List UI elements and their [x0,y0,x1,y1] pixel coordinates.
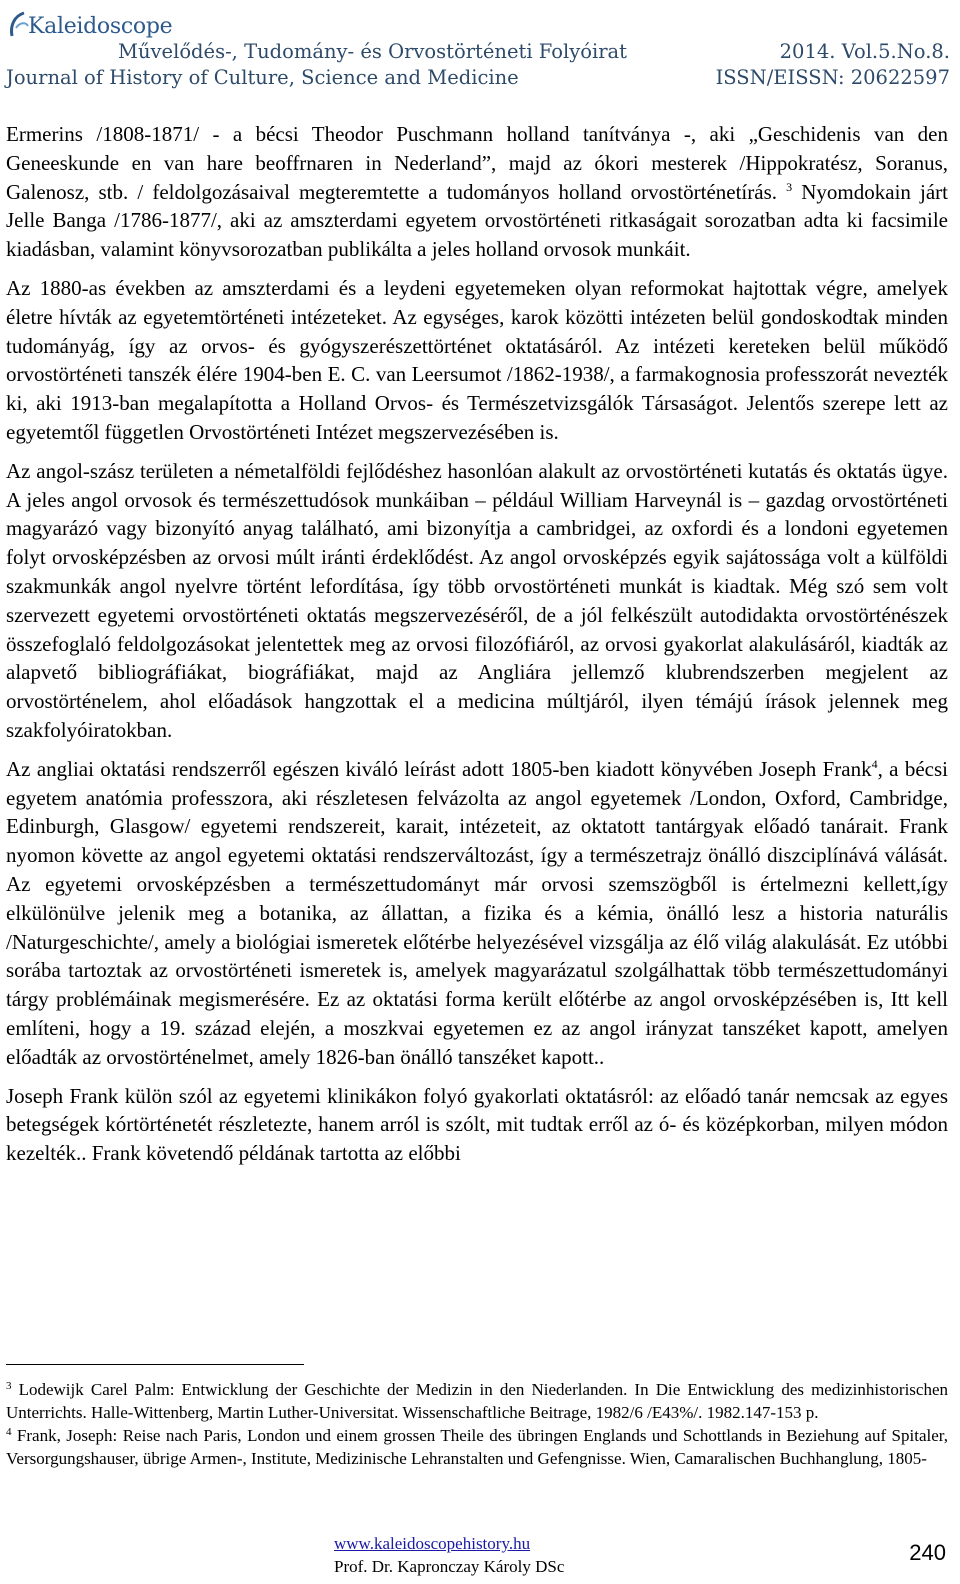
paragraph-1-part-a: Ermerins /1808-1871/ - a bécsi Theodor Puschmann holland tanítványa -, aki „Geschidenis van den Geneeskunde en van hare beoffrnaren in Nederland”, majd az ókori mesterek /Hippokratész, Soranus, Galenosz, stb. / feldolgozásaival megteremtette a tudományos holland orvostörténetírás. [6,122,948,204]
footnote-ref-3[interactable]: 3 [786,179,793,194]
website-link[interactable]: www.kaleidoscopehistory.hu [334,1534,531,1553]
logo-swirl-icon [8,10,30,40]
paragraph-3: Az angol-szász területen a németalföldi fejlődéshez hasonlóan alakult az orvostörténeti kutatás és oktatás ügye. A jeles angol orvosok és természettudósok munkáiban – például William Harveynál is – gazdag orvostörténeti magyarázó vagy bizonyító anyag található, ami bizonyítja a cambridgei, az oxfordi és a londoni egyetemen folyt orvosképzésben az orvosi múlt iránti érdeklődést. Az angol orvosképzés egyik sajátossága volt a külföldi szakmunkák angol nyelvre történt lefordítása, így több orvostörténeti munkát is kiadtak. Még szó sem volt szervezett egyetemi orvostörténeti oktatás megszervezéséről, de a jól felkészült autodidakta orvostörténészek összefoglaló feldolgozásokat jelentettek meg az orvosi filozófiáról, az orvosi gyakorlat alakulásáról, kiadták az alapvető bibliográfiákat, biográfiákat, majd az Angliára jellemző klubrendszerben megjelent az orvostörténelem, ahol előadások hangzottak el a medicina múltjáról, ilyen témájú írások jelennek meg szakfolyóiratokban. [6,458,948,742]
logo-text: Kaleidoscope [28,14,173,39]
paragraph-4 [6,755,948,1072]
paragraph-1-part-b: Nyomdokain járt Jelle Banga /1786-1877/, aki az amszterdami egyetem orvostörténeti ritkaságait sorozatban adta ki facsimile kiadásban, valamint könyvsorozatban publikálta a jeles holland orvosok munkáit. [6,179,949,262]
journal-title-hu: Művelődés-, Tudomány- és Orvostörténeti Folyóirat [118,40,628,63]
issue-info: 2014. Vol.5.No.8. [779,40,950,63]
footnote-4 [6,1424,948,1470]
page-number: 240 [909,1540,946,1565]
footnote-ref-4[interactable]: 4 [871,756,878,771]
paragraph-4-part-b: , a bécsi egyetem anatómia professzora, aki részletesen felvázolta az angol egyetemek /London, Oxford, Cambridge, Edinburgh, Glasgow/ egyetemi rendszereit, karait, intézeteit, az oktatott tantárgyak előadó tanárait. Frank nyomon követte az angol egyetemi oktatási rendszerváltozást, így a természetrajz önálló diszciplínává válását. Az egyetemi orvosképzésben a természettudományt már orvosi szemszögből is értelmezni kellett,így elkülönülve jelenik meg a botanika, az állattan, a fizika és a kémia, önálló lesz a historia naturális /Naturgeschichte/, amely a biológiai ismeretek előtérbe helyezésével vizsgálja az élő világ alakulását. Ez utóbbi sorába tartoztak az orvostörténeti ismeretek is, amelyek magyarázatul szolgálhattak több természettudományi tárgy problémáinak megismerésére. Ez az oktatási forma került előtérbe az angol orvosképzésében is, Itt kell említeni, hogy a 19. század elején, a moszkvai egyetemen ez az angol irányzat tanszéket kapott, amelyen előadták az orvostörténelmet, amely 1826-ban önálló tanszéket kapott.. [6,756,948,1069]
journal-title-en: Journal of History of Culture, Science and Medicine [6,66,519,89]
paragraph-2: Az 1880-as években az amszterdami és a leydeni egyetemeken olyan reformokat hajtottak végre, amelyek életre hívták az egyetemtörténeti intézeteket. Az egységes, karok közötti intézeten belül gondoskodtak minden tudományág, így az orvos- és gyógyszerészettörténet oktatásáról. Az intézeti kereteken belül működő orvostörténeti tanszék élére 1904-ben E. C. van Leersumot /1862-1938/, a farmakognosia professzorát nevezték ki, aki 1913-ban megalapította a Holland Orvos- és Természetvizsgálók Társaságot. Jelentős szerepe lett az egyetemtől független Orvostörténeti Intézet megszervezésében is. [6,275,948,444]
author-name: Prof. Dr. Kapronczay Károly DSc [334,1557,565,1576]
footnote-4-text: Frank, Joseph: Reise nach Paris, London und einem grossen Theile des übringen Englands und Schottlands in Beziehung auf Spitaler, Versorgungshauser, übrige Armen-, Institute, Medizinische Lehranstalten und Gefengnisse. Wien, Camaralischen Buchhanglung, 1805- [6,1426,948,1468]
paragraph-4-part-a: Az angliai oktatási rendszerről egészen kiváló leírást adott 1805-ben kiadott könyvében Joseph Frank [6,756,872,781]
footnote-divider [6,1364,304,1365]
journal-logo[interactable] [6,6,173,50]
footnotes [6,1378,948,1470]
footnote-3-number: 3 [6,1380,12,1392]
paragraph-5: Joseph Frank külön szól az egyetemi klinikákon folyó gyakorlati oktatásról: az előadó tanár nemcsak az egyes betegségek kórtörténetét részletezte, hanem arról is szólt, mit tudtak erről az ó- és középkorban, milyen módon kezelték.. Frank követendő példának tartotta az előbbi [6,1083,948,1166]
footnote-3-text: Lodewijk Carel Palm: Entwicklung der Geschichte der Medizin in den Niederlanden. In Die Entwicklung des medizinhistorischen Unterrichts. Halle-Wittenberg, Martin Luther-Universitat. Wissenschaftliche Beitrage, 1982/6 /E43%/. 1982.147-153 p. [6,1380,948,1422]
paragraph-1 [6,120,948,264]
article-body [6,120,948,1178]
issn-info: ISSN/EISSN: 20622597 [715,66,950,89]
footnote-4-number: 4 [6,1426,12,1438]
footnote-3 [6,1378,948,1424]
